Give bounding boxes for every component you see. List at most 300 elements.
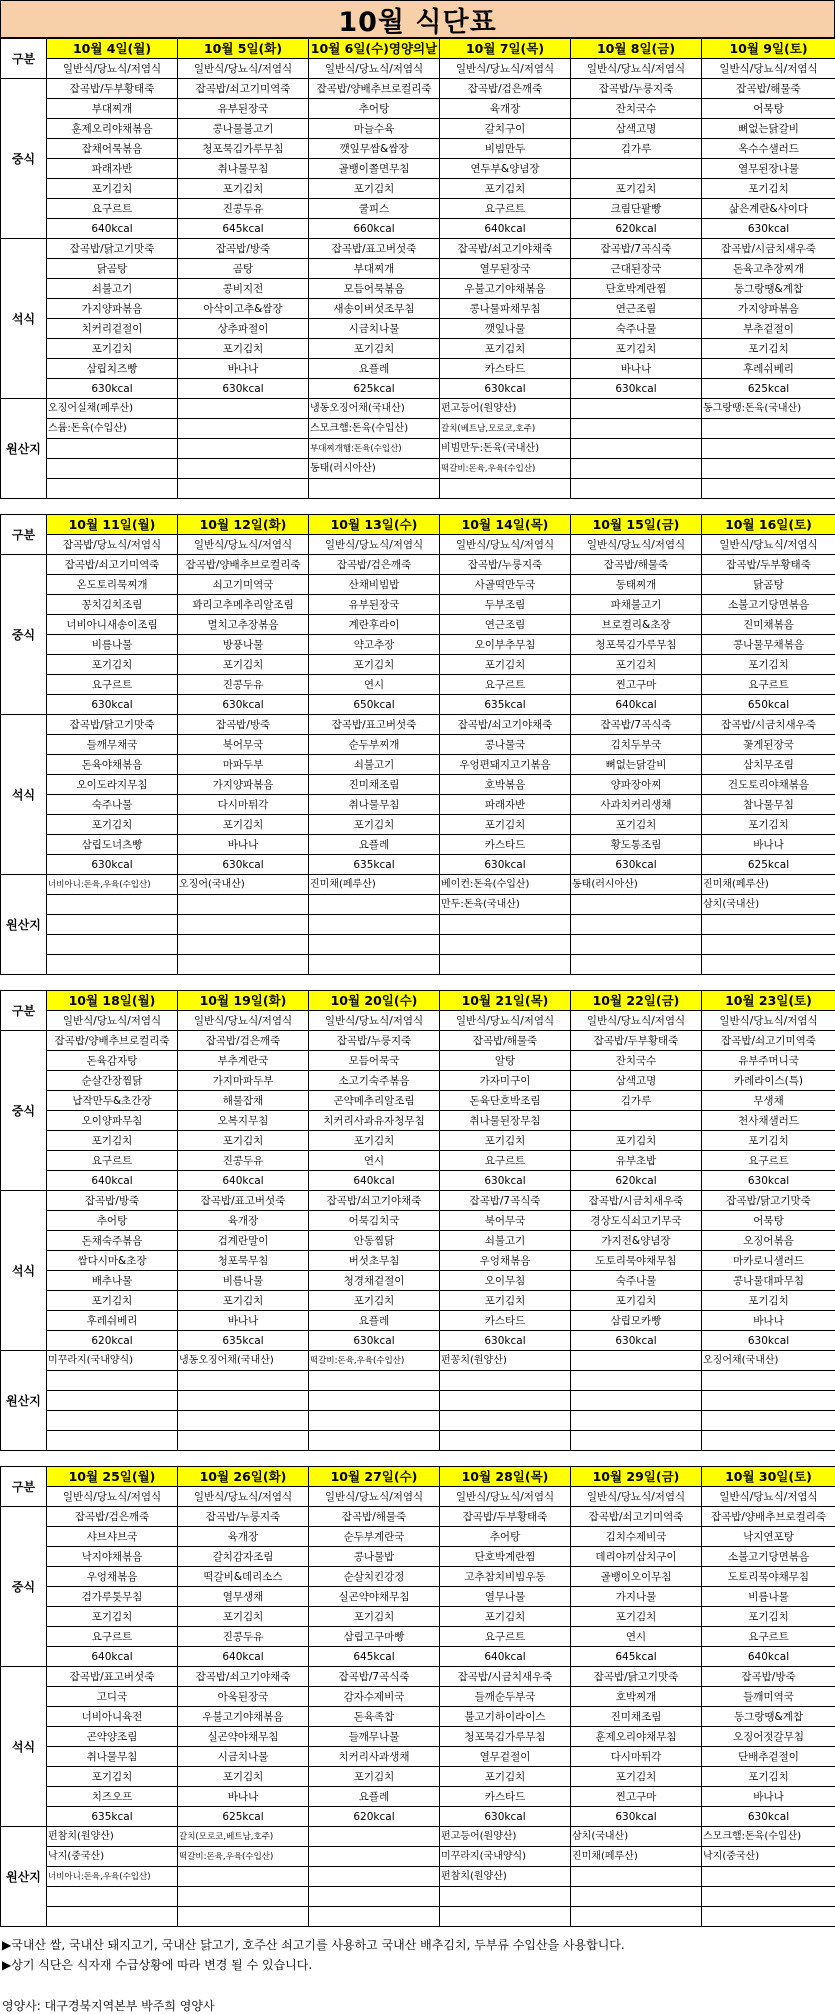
lunch-row xyxy=(1,139,835,159)
origin-cell xyxy=(178,1867,309,1887)
dinner-row xyxy=(1,259,835,279)
page-title: 10월 식단표 xyxy=(0,0,835,38)
menu-cell: 포기김치 xyxy=(178,815,309,835)
menu-cell: 데리야끼삼치구이 xyxy=(571,1547,702,1567)
menu-cell: 부대찌개 xyxy=(309,259,440,279)
menu-cell: 635kcal xyxy=(47,1807,178,1827)
menu-cell: 다시마튀각 xyxy=(571,1747,702,1767)
gubun-label: 구분 xyxy=(1,991,47,1031)
menu-cell: 630kcal xyxy=(47,695,178,715)
menu-cell: 포기김치 xyxy=(47,179,178,199)
menu-cell: 오복지무침 xyxy=(178,1111,309,1131)
menu-cell: 건도토리야채볶음 xyxy=(702,775,835,795)
dinner-row xyxy=(1,855,835,875)
dinner-row xyxy=(1,755,835,775)
origin-cell: 펀꽁치(원양산) xyxy=(440,1351,571,1371)
menu-cell: 비빔만두 xyxy=(440,139,571,159)
diet-type-cell: 일반식/당뇨식/저염식 xyxy=(440,535,571,555)
origin-cell xyxy=(702,915,835,935)
origin-cell xyxy=(47,439,178,459)
menu-cell: 우엉편돼지고기볶음 xyxy=(440,755,571,775)
menu-cell: 잡곡밥/해물죽 xyxy=(571,555,702,575)
menu-cell: 잡곡밥/7곡식죽 xyxy=(571,239,702,259)
menu-cell: 청포묵무침 xyxy=(178,1251,309,1271)
lunch-row xyxy=(1,1627,835,1647)
lunch-label: 중식 xyxy=(1,1031,47,1191)
menu-cell: 진콩두유 xyxy=(178,1151,309,1171)
menu-cell: 잡곡밥/누룽지죽 xyxy=(309,1031,440,1051)
origin-cell xyxy=(702,459,835,479)
origin-row xyxy=(1,459,835,479)
origin-row xyxy=(1,955,835,975)
menu-cell: 오이양파무침 xyxy=(47,1111,178,1131)
menu-cell: 열무생채 xyxy=(178,1587,309,1607)
menu-cell: 가지양파볶음 xyxy=(702,299,835,319)
menu-cell: 625kcal xyxy=(178,1807,309,1827)
menu-cell: 625kcal xyxy=(309,379,440,399)
menu-cell: 진미채조림 xyxy=(571,1707,702,1727)
menu-cell: 마늘수육 xyxy=(309,119,440,139)
origin-cell xyxy=(178,1391,309,1411)
menu-cell: 잡곡밥/두부황태죽 xyxy=(571,1031,702,1051)
menu-cell: 포기김치 xyxy=(440,339,571,359)
menu-cell: 도토리묵야채무침 xyxy=(571,1251,702,1271)
origin-cell xyxy=(702,1411,835,1431)
origin-row xyxy=(1,1411,835,1431)
menu-cell: 630kcal xyxy=(178,379,309,399)
origin-cell xyxy=(47,915,178,935)
origin-cell xyxy=(571,439,702,459)
menu-cell: 바나나 xyxy=(178,359,309,379)
menu-cell: 오이도라지무침 xyxy=(47,775,178,795)
menu-cell: 뼈없는닭갈비 xyxy=(702,119,835,139)
origin-cell xyxy=(440,1391,571,1411)
menu-cell: 돈육고추장찌개 xyxy=(702,259,835,279)
date-cell: 10월 12일(화) xyxy=(178,515,309,535)
date-cell: 10월 18일(월) xyxy=(47,991,178,1011)
lunch-row xyxy=(1,1131,835,1151)
menu-cell: 아삭이고추&쌈장 xyxy=(178,299,309,319)
lunch-row xyxy=(1,1527,835,1547)
menu-cell: 계란후라이 xyxy=(309,615,440,635)
menu-cell: 650kcal xyxy=(702,695,835,715)
menu-cell: 추어탕 xyxy=(47,1211,178,1231)
menu-cell: 바나나 xyxy=(178,835,309,855)
menu-cell: 640kcal xyxy=(47,219,178,239)
menu-cell: 포기김치 xyxy=(178,179,309,199)
dinner-row xyxy=(1,1331,835,1351)
lunch-row xyxy=(1,1647,835,1667)
diet-type-cell: 일반식/당뇨식/저염식 xyxy=(571,1487,702,1507)
menu-cell: 쿨피스 xyxy=(309,199,440,219)
menu-cell: 630kcal xyxy=(571,855,702,875)
origin-cell xyxy=(47,479,178,499)
dinner-row xyxy=(1,735,835,755)
menu-cell: 곤약메추리알조림 xyxy=(309,1091,440,1111)
diet-type-cell: 일반식/당뇨식/저염식 xyxy=(47,1011,178,1031)
origin-label: 원산지 xyxy=(1,1351,47,1451)
origin-cell: 부대찌개햄:돈육(수입산) xyxy=(309,439,440,459)
origin-cell: 동태(러시아산) xyxy=(571,875,702,895)
week-table xyxy=(0,38,835,499)
menu-cell: 바나나 xyxy=(571,359,702,379)
origin-cell xyxy=(571,1351,702,1371)
lunch-row xyxy=(1,1111,835,1131)
dinner-row xyxy=(1,1251,835,1271)
date-cell: 10월 14일(목) xyxy=(440,515,571,535)
menu-cell: 우불고기야채볶음 xyxy=(178,1707,309,1727)
menu-cell: 오이부추무침 xyxy=(440,635,571,655)
menu-cell: 가자미구이 xyxy=(440,1071,571,1091)
menu-cell: 추어탕 xyxy=(309,99,440,119)
origin-cell xyxy=(702,1431,835,1451)
menu-cell: 포기김치 xyxy=(702,339,835,359)
diet-type-cell: 일반식/당뇨식/저염식 xyxy=(571,1011,702,1031)
lunch-label: 중식 xyxy=(1,555,47,715)
menu-cell: 열무된장국 xyxy=(440,259,571,279)
menu-cell: 검계란말이 xyxy=(178,1231,309,1251)
menu-cell: 갈치구이 xyxy=(440,119,571,139)
menu-cell: 찐고구마 xyxy=(571,1787,702,1807)
diet-type-cell: 일반식/당뇨식/저염식 xyxy=(178,535,309,555)
menu-cell: 요플레 xyxy=(309,359,440,379)
menu-cell: 취나물무침 xyxy=(178,159,309,179)
menu-cell: 열무겉절이 xyxy=(440,1747,571,1767)
menu-cell: 잡곡밥/양배추브로컬리죽 xyxy=(47,1031,178,1051)
menu-cell: 포기김치 xyxy=(702,1131,835,1151)
menu-cell: 닭곰탕 xyxy=(702,575,835,595)
menu-cell: 순두부찌개 xyxy=(309,735,440,755)
menu-cell: 잡곡밥/쇠고기미역죽 xyxy=(47,555,178,575)
origin-cell: 펀참치(원양산) xyxy=(440,1867,571,1887)
origin-cell xyxy=(178,419,309,439)
origin-label: 원산지 xyxy=(1,399,47,499)
gubun-label: 구분 xyxy=(1,1467,47,1507)
diet-type-cell: 일반식/당뇨식/저염식 xyxy=(309,1487,440,1507)
menu-cell: 김가루 xyxy=(571,139,702,159)
menu-cell: 요구르트 xyxy=(47,1151,178,1171)
menu-cell: 검가루톳무침 xyxy=(47,1587,178,1607)
menu-cell: 취나물무침 xyxy=(309,795,440,815)
origin-cell xyxy=(47,935,178,955)
menu-cell: 포기김치 xyxy=(440,1131,571,1151)
menu-cell: 요구르트 xyxy=(47,199,178,219)
origin-row xyxy=(1,935,835,955)
menu-cell: 잡곡밥/닭고기맛죽 xyxy=(47,239,178,259)
menu-cell: 동그랑땡&계찹 xyxy=(702,1707,835,1727)
lunch-row xyxy=(1,219,835,239)
menu-cell: 유부주머니국 xyxy=(702,1051,835,1071)
menu-cell: 삶은계란&사이다 xyxy=(702,199,835,219)
dinner-row xyxy=(1,379,835,399)
menu-cell: 비름나물 xyxy=(47,635,178,655)
menu-cell: 포기김치 xyxy=(309,339,440,359)
dinner-label: 석식 xyxy=(1,715,47,875)
diet-type-cell: 일반식/당뇨식/저염식 xyxy=(178,59,309,79)
menu-cell: 버섯초무침 xyxy=(309,1251,440,1271)
menu-cell: 북어무국 xyxy=(440,1211,571,1231)
menu-cell: 645kcal xyxy=(178,219,309,239)
menu-cell: 진콩두유 xyxy=(178,675,309,695)
notes xyxy=(0,1935,835,1975)
menu-cell: 연근조림 xyxy=(571,299,702,319)
menu-cell: 630kcal xyxy=(47,379,178,399)
menu-cell: 포기김치 xyxy=(47,1291,178,1311)
menu-cell: 우엉채볶음 xyxy=(47,1567,178,1587)
menu-cell: 김치수제비국 xyxy=(571,1527,702,1547)
menu-cell: 630kcal xyxy=(309,1331,440,1351)
menu-cell: 소불고기당면볶음 xyxy=(702,1547,835,1567)
origin-cell xyxy=(309,1371,440,1391)
origin-label: 원산지 xyxy=(1,875,47,975)
lunch-row xyxy=(1,655,835,675)
origin-cell xyxy=(571,915,702,935)
menu-cell: 630kcal xyxy=(440,855,571,875)
origin-cell xyxy=(702,1867,835,1887)
menu-cell: 돈육단호박조림 xyxy=(440,1091,571,1111)
origin-cell xyxy=(702,439,835,459)
diet-type-cell: 잡곡밥/당뇨식/저염식 xyxy=(47,535,178,555)
menu-cell: 잡곡밥/쇠고기야채죽 xyxy=(440,715,571,735)
week-gap xyxy=(0,975,835,990)
diet-type-cell: 일반식/당뇨식/저염식 xyxy=(571,535,702,555)
menu-cell: 들깨순두부국 xyxy=(440,1687,571,1707)
date-cell: 10월 22일(금) xyxy=(571,991,702,1011)
menu-cell: 진미채조림 xyxy=(309,775,440,795)
menu-cell: 열무나물 xyxy=(440,1587,571,1607)
origin-cell xyxy=(571,1887,702,1907)
menu-cell: 쇠불고기 xyxy=(47,279,178,299)
menu-cell xyxy=(571,1111,702,1131)
origin-cell xyxy=(440,479,571,499)
origin-cell xyxy=(178,955,309,975)
menu-cell: 바나나 xyxy=(178,1311,309,1331)
dinner-row xyxy=(1,1291,835,1311)
menu-cell: 요구르트 xyxy=(440,199,571,219)
menu-cell: 유부된장국 xyxy=(309,595,440,615)
menu-cell: 골뱅이오이무침 xyxy=(571,1567,702,1587)
dinner-row xyxy=(1,1807,835,1827)
diet-type-cell: 일반식/당뇨식/저염식 xyxy=(571,59,702,79)
origin-cell xyxy=(309,955,440,975)
origin-cell xyxy=(571,1411,702,1431)
origin-row xyxy=(1,399,835,419)
menu-cell: 청경채겉절이 xyxy=(309,1271,440,1291)
origin-cell xyxy=(571,1371,702,1391)
menu-cell: 포기김치 xyxy=(440,815,571,835)
origin-cell: 갈치(베트남,모로코,호주) xyxy=(440,419,571,439)
menu-cell: 포기김치 xyxy=(440,655,571,675)
dinner-row xyxy=(1,1767,835,1787)
date-cell: 10월 29일(금) xyxy=(571,1467,702,1487)
diet-type-cell: 일반식/당뇨식/저염식 xyxy=(702,1487,835,1507)
dinner-row xyxy=(1,1311,835,1331)
origin-cell xyxy=(440,1411,571,1431)
gubun-label: 구분 xyxy=(1,39,47,79)
origin-cell xyxy=(702,479,835,499)
menu-cell: 포기김치 xyxy=(47,1767,178,1787)
date-row xyxy=(1,39,835,59)
menu-cell: 포기김치 xyxy=(178,655,309,675)
origin-row xyxy=(1,1887,835,1907)
dinner-row xyxy=(1,339,835,359)
origin-cell: 떡갈비:돈육,우육(수입산) xyxy=(178,1847,309,1867)
menu-cell: 오징어젓갈무침 xyxy=(702,1727,835,1747)
date-cell: 10월 7일(목) xyxy=(440,39,571,59)
menu-cell: 치커리겉절이 xyxy=(47,319,178,339)
menu-cell: 열무된장나물 xyxy=(702,159,835,179)
menu-cell: 삼립모카빵 xyxy=(571,1311,702,1331)
menu-cell: 돈채숙주볶음 xyxy=(47,1231,178,1251)
origin-cell xyxy=(178,895,309,915)
menu-cell: 돈육감자탕 xyxy=(47,1051,178,1071)
menu-cell: 오이무침 xyxy=(440,1271,571,1291)
menu-cell: 잡곡밥/검은깨죽 xyxy=(440,79,571,99)
menu-cell: 콩나물불고기 xyxy=(178,119,309,139)
menu-cell: 잡곡밥/닭고기맛죽 xyxy=(571,1667,702,1687)
menu-cell: 요구르트 xyxy=(47,675,178,695)
origin-cell: 펀참치(원양산) xyxy=(47,1827,178,1847)
origin-cell: 동그랑땡:돈육(국내산) xyxy=(702,399,835,419)
menu-cell: 650kcal xyxy=(309,695,440,715)
lunch-row xyxy=(1,575,835,595)
menu-cell: 후레쉬베리 xyxy=(47,1311,178,1331)
menu-cell: 잡곡밥/7곡식죽 xyxy=(571,715,702,735)
menu-cell: 닭곰탕 xyxy=(47,259,178,279)
dinner-row xyxy=(1,835,835,855)
menu-cell: 잡곡밥/양배추브로컬리죽 xyxy=(178,555,309,575)
menu-cell: 요플레 xyxy=(309,1311,440,1331)
menu-cell: 요구르트 xyxy=(702,1151,835,1171)
menu-cell: 포기김치 xyxy=(47,815,178,835)
origin-row xyxy=(1,1371,835,1391)
origin-row xyxy=(1,1867,835,1887)
menu-cell: 포기김치 xyxy=(702,179,835,199)
menu-cell: 잡곡밥/쇠고기야채죽 xyxy=(309,1191,440,1211)
origin-row xyxy=(1,875,835,895)
lunch-row xyxy=(1,695,835,715)
menu-cell: 630kcal xyxy=(702,219,835,239)
lunch-label: 중식 xyxy=(1,79,47,239)
menu-cell: 포기김치 xyxy=(309,1291,440,1311)
menu-cell: 어묵김치국 xyxy=(309,1211,440,1231)
diet-type-row xyxy=(1,59,835,79)
menu-cell: 포기김치 xyxy=(702,1607,835,1627)
dinner-row xyxy=(1,359,835,379)
origin-cell xyxy=(571,1391,702,1411)
menu-cell: 북어무국 xyxy=(178,735,309,755)
origin-cell xyxy=(178,479,309,499)
diet-type-cell: 일반식/당뇨식/저염식 xyxy=(309,59,440,79)
week-table xyxy=(0,1466,835,1927)
menu-cell: 640kcal xyxy=(47,1171,178,1191)
menu-cell: 치커리사과유자청무침 xyxy=(309,1111,440,1131)
origin-cell: 진미채(페루산) xyxy=(571,1847,702,1867)
menu-cell: 골뱅이쫄면무침 xyxy=(309,159,440,179)
menu-cell: 유부초밥 xyxy=(571,1151,702,1171)
origin-cell xyxy=(178,1411,309,1431)
date-cell: 10월 5일(화) xyxy=(178,39,309,59)
menu-cell: 포기김치 xyxy=(309,179,440,199)
menu-cell: 김치두부국 xyxy=(571,735,702,755)
menu-cell: 청포묵김가루무침 xyxy=(571,635,702,655)
menu-cell: 잡곡밥/누룽지죽 xyxy=(571,79,702,99)
menu-cell: 가지양파볶음 xyxy=(178,775,309,795)
origin-cell xyxy=(47,955,178,975)
menu-cell: 요구르트 xyxy=(47,1627,178,1647)
weeks-container xyxy=(0,38,835,1927)
menu-cell: 어묵탕 xyxy=(702,99,835,119)
dietician-credit: 영양사: 대구경북지역본부 박주희 영양사 xyxy=(0,1997,835,2014)
lunch-row xyxy=(1,179,835,199)
menu-cell: 브로컬리&초장 xyxy=(571,615,702,635)
menu-cell: 잡곡밥/쇠고기미역죽 xyxy=(178,79,309,99)
menu-cell: 카스타드 xyxy=(440,1787,571,1807)
menu-cell: 포기김치 xyxy=(571,1607,702,1627)
menu-cell: 포기김치 xyxy=(571,655,702,675)
origin-cell xyxy=(702,955,835,975)
lunch-row xyxy=(1,1171,835,1191)
menu-cell: 잡곡밥/쇠고기야채죽 xyxy=(178,1667,309,1687)
menu-cell: 잡곡밥/방죽 xyxy=(47,1191,178,1211)
menu-cell: 요플레 xyxy=(309,835,440,855)
menu-cell: 잡곡밥/표고버섯죽 xyxy=(309,715,440,735)
dinner-row xyxy=(1,1687,835,1707)
menu-cell: 잡곡밥/시금치새우죽 xyxy=(702,715,835,735)
dinner-row xyxy=(1,1191,835,1211)
origin-cell: 낙지(중국산) xyxy=(47,1847,178,1867)
origin-cell xyxy=(440,1371,571,1391)
origin-cell: 갈치(모로코,베트남,호주) xyxy=(178,1827,309,1847)
origin-cell xyxy=(178,935,309,955)
menu-cell: 요구르트 xyxy=(440,1151,571,1171)
origin-cell: 낙지(중국산) xyxy=(702,1847,835,1867)
menu-cell: 우엉채볶음 xyxy=(440,1251,571,1271)
menu-cell: 630kcal xyxy=(178,695,309,715)
lunch-row xyxy=(1,595,835,615)
dinner-row xyxy=(1,1747,835,1767)
origin-row xyxy=(1,439,835,459)
menu-cell: 산채비빔밥 xyxy=(309,575,440,595)
menu-cell: 두부조림 xyxy=(440,595,571,615)
menu-cell: 곤약양조림 xyxy=(47,1727,178,1747)
lunch-row xyxy=(1,1091,835,1111)
menu-cell: 삼립도너츠빵 xyxy=(47,835,178,855)
origin-cell: 냉동오징어채(국내산) xyxy=(309,399,440,419)
menu-cell: 잡곡밥/두부황태죽 xyxy=(440,1507,571,1527)
menu-cell: 포기김치 xyxy=(571,339,702,359)
menu-cell: 무생채 xyxy=(702,1091,835,1111)
menu-cell: 삼색고명 xyxy=(571,119,702,139)
menu-cell: 단배추겉절이 xyxy=(702,1747,835,1767)
origin-row xyxy=(1,1351,835,1371)
lunch-row xyxy=(1,79,835,99)
week-gap xyxy=(0,499,835,514)
menu-cell: 바나나 xyxy=(702,1787,835,1807)
menu-cell: 640kcal xyxy=(309,1171,440,1191)
origin-cell xyxy=(440,1431,571,1451)
dinner-row xyxy=(1,299,835,319)
menu-cell: 635kcal xyxy=(440,695,571,715)
menu-cell: 사과치커리생채 xyxy=(571,795,702,815)
menu-cell: 콩나물밥 xyxy=(309,1547,440,1567)
origin-cell xyxy=(178,459,309,479)
menu-cell: 김가루 xyxy=(571,1091,702,1111)
menu-cell: 천사채샐러드 xyxy=(702,1111,835,1131)
menu-cell: 포기김치 xyxy=(47,1607,178,1627)
menu-cell: 시금치나물 xyxy=(178,1747,309,1767)
menu-cell: 645kcal xyxy=(571,1647,702,1667)
